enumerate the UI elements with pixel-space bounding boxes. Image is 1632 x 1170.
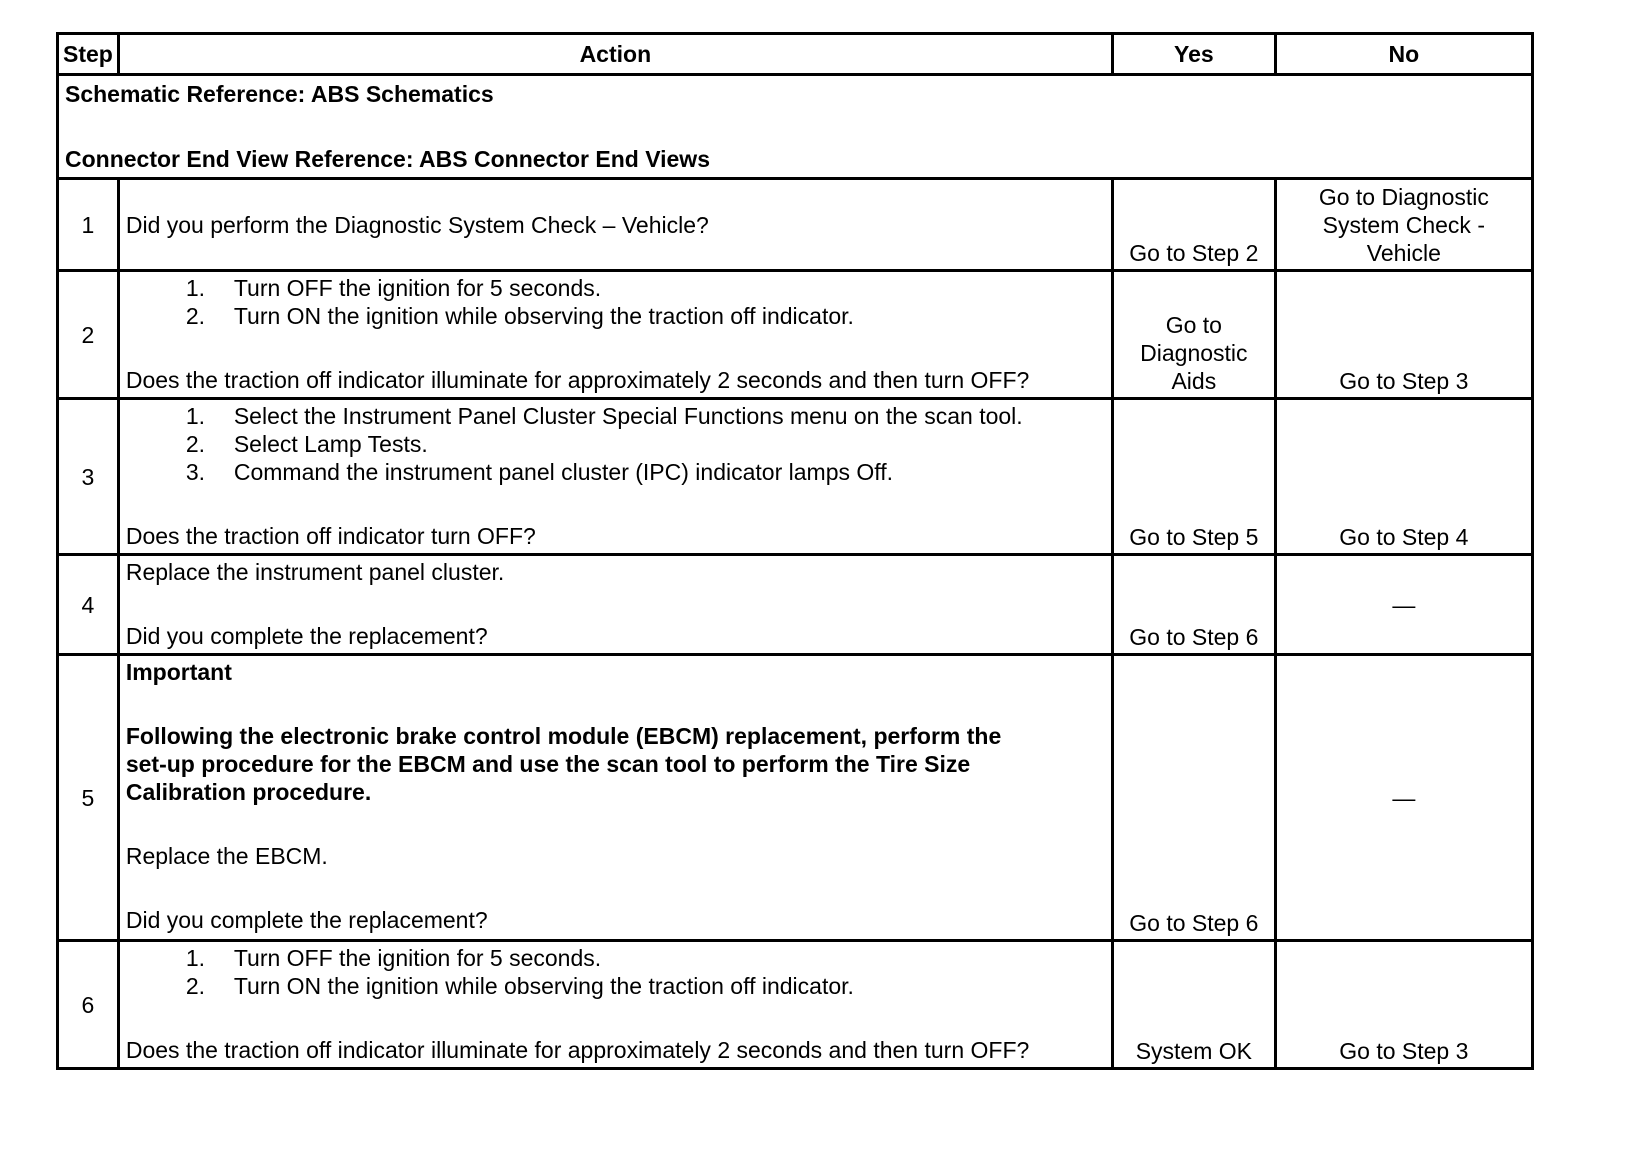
table-row: [58, 555, 1533, 655]
header-no: No: [1275, 34, 1532, 75]
step-number: 3: [58, 399, 119, 555]
action-cell: [118, 941, 1112, 1069]
yes-cell: [1112, 941, 1275, 1069]
yes-result-line: Go to: [1165, 312, 1222, 338]
action-cell: [118, 271, 1112, 399]
no-cell: [1275, 399, 1532, 555]
yes-cell: [1112, 399, 1275, 555]
yes-cell: [1112, 271, 1275, 399]
yes-result-line: Diagnostic: [1140, 340, 1248, 366]
no-cell: [1275, 941, 1532, 1069]
important-note-line: Following the electronic brake control module (EBCM) replacement, perform the: [125, 723, 1002, 749]
list-item: 3. Command the instrument panel cluster (IPC) indicator lamps Off.: [185, 459, 894, 485]
step-number: 5: [58, 655, 119, 941]
step-number: 1: [58, 179, 119, 271]
schematic-reference: Schematic Reference: ABS Schematics: [65, 81, 494, 107]
list-item: 2. Turn ON the ignition while observing the traction off indicator.: [185, 303, 854, 329]
yes-cell: [1112, 655, 1275, 941]
important-label: Important: [125, 659, 232, 685]
action-cell: [118, 399, 1112, 555]
diagnostic-table: [56, 32, 1534, 1070]
yes-result: Go to Step 2: [1129, 240, 1259, 266]
question-text: Did you complete the replacement?: [125, 907, 488, 933]
table-row: [58, 179, 1533, 271]
step-number: 2: [58, 271, 119, 399]
header-row: [58, 34, 1533, 75]
no-result-line: System Check -: [1322, 211, 1485, 238]
question-text: Does the traction off indicator illuminate for approximately 2 seconds and then turn OFF?: [125, 367, 1030, 393]
important-note-line: Calibration procedure.: [125, 779, 372, 805]
question-text: Did you complete the replacement?: [125, 623, 488, 649]
list-item: 2. Select Lamp Tests.: [185, 431, 428, 457]
header-yes: Yes: [1112, 34, 1275, 75]
yes-cell: [1112, 179, 1275, 271]
question-text: Does the traction off indicator illuminate for approximately 2 seconds and then turn OFF?: [125, 1037, 1030, 1063]
procedure-list: [126, 274, 1105, 330]
header-step: Step: [58, 34, 119, 75]
table-row: [58, 941, 1533, 1069]
connector-end-view-reference: Connector End View Reference: ABS Connector End Views: [65, 146, 710, 172]
list-item: 1. Select the Instrument Panel Cluster Special Functions menu on the scan tool.: [185, 403, 1023, 429]
no-cell: [1275, 655, 1532, 941]
table-row: [58, 655, 1533, 941]
question-text: Does the traction off indicator turn OFF?: [125, 523, 536, 549]
yes-cell: [1112, 555, 1275, 655]
yes-result: Go to Step 6: [1129, 910, 1259, 936]
yes-result-line: Aids: [1171, 368, 1217, 394]
no-result-line: Vehicle: [1366, 239, 1441, 266]
no-result: —: [1392, 591, 1416, 618]
no-cell: [1275, 271, 1532, 399]
yes-result: System OK: [1135, 1038, 1252, 1064]
question-text: Did you perform the Diagnostic System Check – Vehicle?: [125, 211, 709, 238]
table-row: [58, 399, 1533, 555]
list-item: 2. Turn ON the ignition while observing the traction off indicator.: [185, 973, 854, 999]
procedure-list: [126, 944, 1105, 1000]
no-result: Go to Step 4: [1339, 524, 1469, 550]
no-result: Go to Step 3: [1339, 368, 1469, 394]
no-result-line: Go to Diagnostic: [1318, 183, 1489, 210]
reference-cell: [58, 75, 1533, 179]
header-action: Action: [118, 34, 1112, 75]
action-cell: [118, 179, 1112, 271]
action-cell: [118, 655, 1112, 941]
no-result: Go to Step 3: [1339, 1038, 1469, 1064]
no-cell: [1275, 179, 1532, 271]
table-row: [58, 271, 1533, 399]
yes-result: Go to Step 5: [1129, 524, 1259, 550]
instruction-text: Replace the EBCM.: [125, 843, 328, 869]
instruction-text: Replace the instrument panel cluster.: [125, 559, 505, 585]
step-number: 6: [58, 941, 119, 1069]
reference-row: [58, 75, 1533, 179]
list-item: 1. Turn OFF the ignition for 5 seconds.: [185, 945, 602, 971]
procedure-list: [126, 402, 1105, 486]
no-cell: [1275, 555, 1532, 655]
step-number: 4: [58, 555, 119, 655]
yes-result: Go to Step 6: [1129, 624, 1259, 650]
action-cell: [118, 555, 1112, 655]
list-item: 1. Turn OFF the ignition for 5 seconds.: [185, 275, 602, 301]
important-note-line: set-up procedure for the EBCM and use the scan tool to perform the Tire Size: [125, 751, 971, 777]
no-result: —: [1392, 784, 1416, 811]
